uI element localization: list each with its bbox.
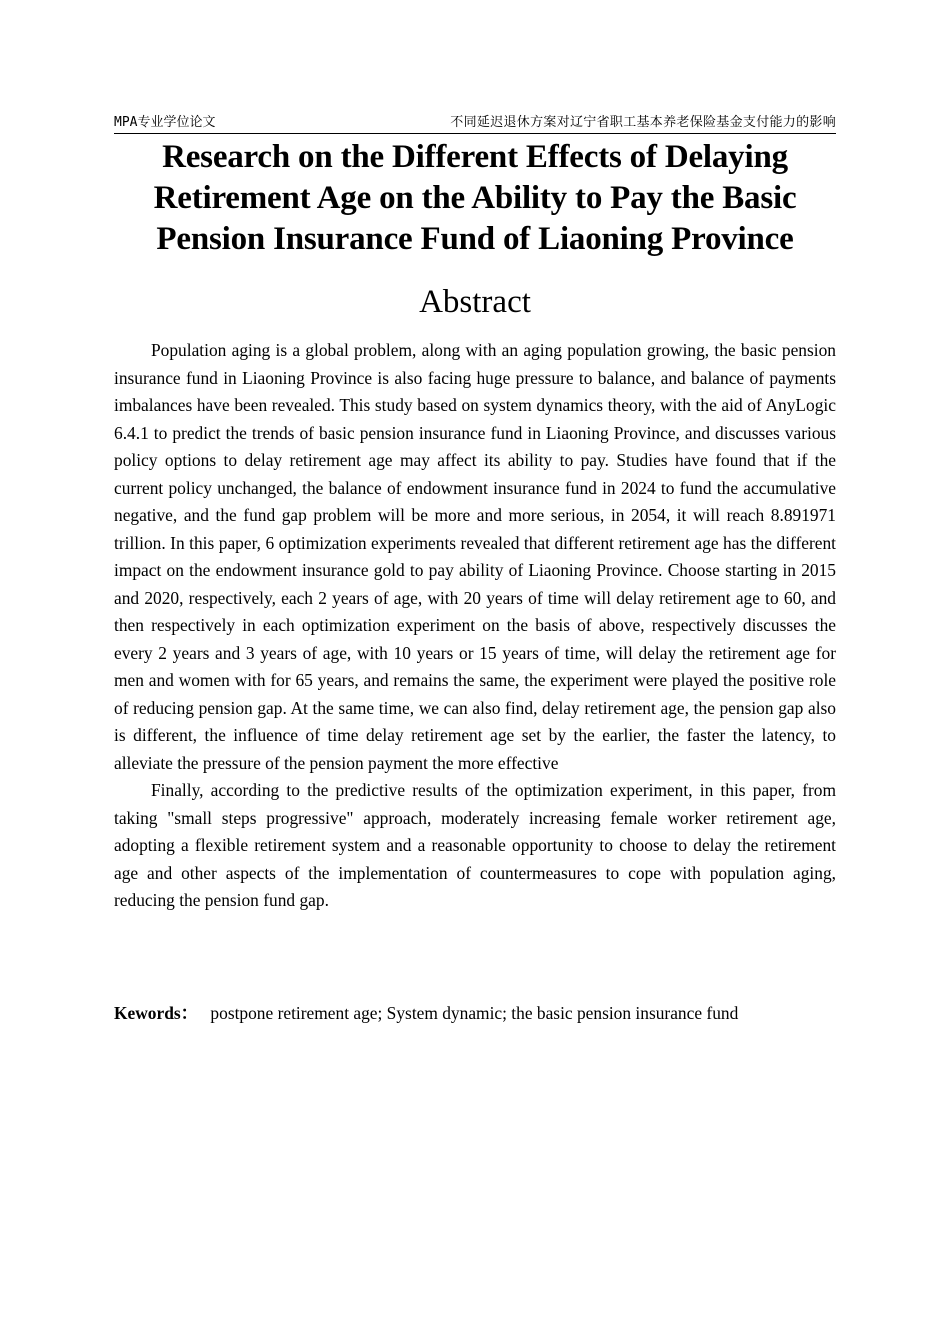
running-header xyxy=(114,114,836,134)
keywords-line xyxy=(114,1000,836,1027)
abstract-heading: Abstract xyxy=(419,284,531,320)
abstract-body xyxy=(114,337,836,915)
keywords-label: Kewords： xyxy=(114,1002,199,1023)
thesis-page xyxy=(114,114,836,1027)
header-left-text: MPA专业学位论文 xyxy=(114,115,216,130)
header-right-text: 不同延迟退休方案对辽宁省职工基本养老保险基金支付能力的影响 xyxy=(450,115,836,130)
keywords-text: postpone retirement age; System dynamic; the basic pension insurance fund xyxy=(210,1002,739,1023)
abstract-paragraph-1: Population aging is a global problem, along with an aging population growing, the basic pension insurance fund in Liaoning Province is also facing huge pressure to balance, and balance of payments imbalances have been revealed. This study based on system dynamics theory, with the aid of AnyLogic 6.4.1 to predict the trends of basic pension insurance fund in Liaoning Province, and discusses various policy options to delay retirement age may affect its ability to pay. Studies have found that if the current policy unchanged, the balance of endowment insurance fund in 2024 to fund the accumulative negative, and the fund gap problem will be more and more serious, in 2054, it will reach 8.891971 trillion. In this paper, 6 optimization experiments revealed that different retirement age has the different impact on the endowment insurance gold to pay ability of Liaoning Province. Choose starting in 2015 and 2020, respectively, each 2 years of age, with 20 years of time will delay retirement age to 60, and then respectively in each optimization experiment on the basis of above, respectively discusses the every 2 years and 3 years of age, with 10 years or 15 years of time, will delay the retirement age for men and women with for 65 years, and remains the same, the experiment were played the positive role of reducing pension gap. At the same time, we can also find, delay retirement age, the pension gap also is different, the influence of time delay retirement age set by the earlier, the faster the latency, to alleviate the pressure of the pension payment the more effective xyxy=(114,340,836,773)
abstract-paragraph-2: Finally, according to the predictive results of the optimization experiment, in this paper, from taking "small steps progressive" approach, moderately increasing female worker retirement age, adopting a flexible retirement system and a reasonable opportunity to choose to delay the retirement age and other aspects of the implementation of countermeasures to cope with population aging, reducing the pension fund gap. xyxy=(114,780,836,910)
paper-title: Research on the Different Effects of Delaying Retirement Age on the Ability to Pay the Basic Pension Insurance Fund of Liaoning Province xyxy=(153,139,797,257)
